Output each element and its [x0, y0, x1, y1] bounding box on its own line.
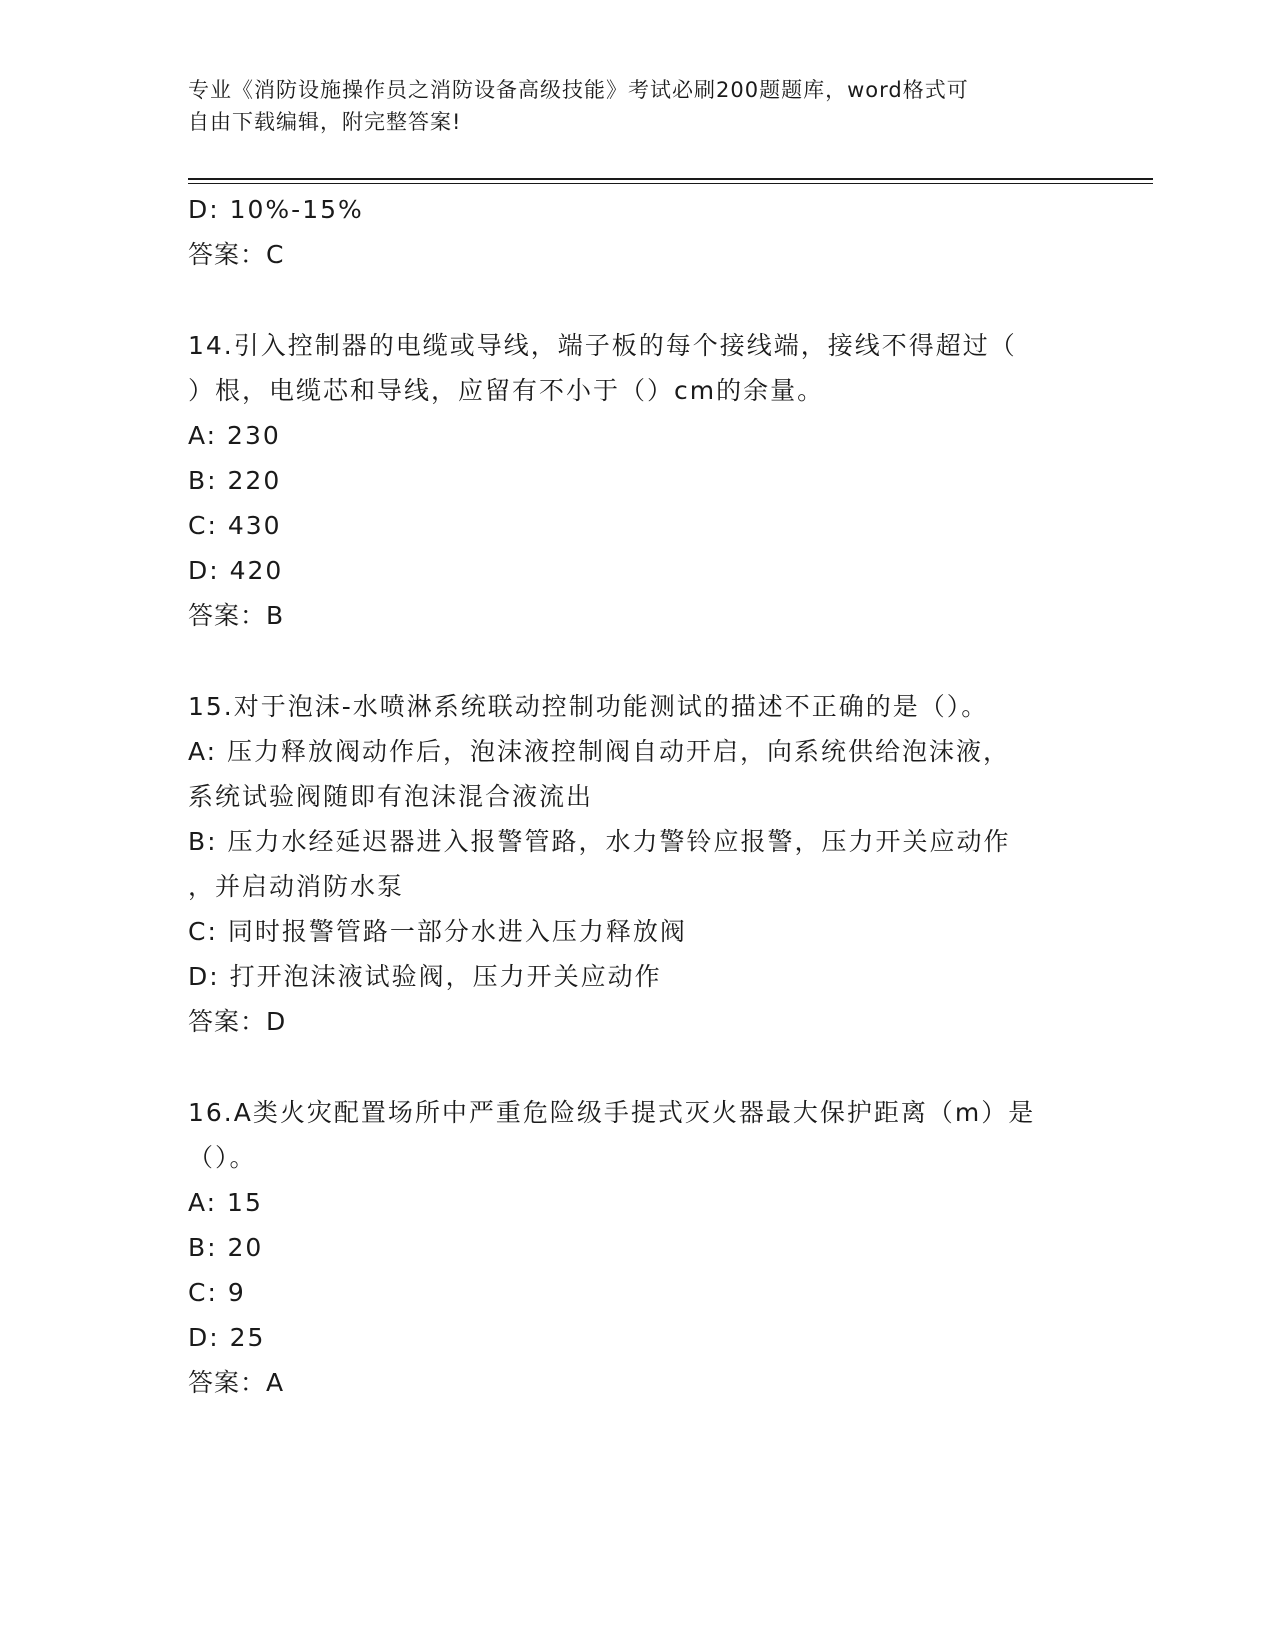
q14-stem-line-2: ）根，电缆芯和导线，应留有不小于（）cm的余量。 [188, 376, 825, 405]
q15-answer: 答案：D [188, 1007, 287, 1036]
q16-stem-line-1: 16.A类火灾配置场所中严重危险级手提式灭火器最大保护距离（m）是 [188, 1098, 1036, 1127]
q15-stem: 15.对于泡沫-水喷淋系统联动控制功能测试的描述不正确的是（）。 [188, 692, 989, 721]
prev-option-d: D: 10%-15% [188, 195, 364, 224]
q16-option-c: C: 9 [188, 1278, 246, 1307]
q14-option-b: B: 220 [188, 466, 282, 495]
q14-option-c: C: 430 [188, 511, 282, 540]
q15-option-b-line-1: B: 压力水经延迟器进入报警管路，水力警铃应报警，压力开关应动作 [188, 827, 1011, 856]
header-line-1: 专业《消防设施操作员之消防设备高级技能》考试必刷200题题库，word格式可 [188, 78, 969, 102]
q15-option-b-line-2: ，并启动消防水泵 [188, 872, 405, 901]
header-rule-thick [188, 178, 1153, 180]
header-line-2: 自由下载编辑，附完整答案! [188, 110, 462, 134]
q16-answer: 答案：A [188, 1368, 285, 1397]
q15-option-a-line-1: A: 压力释放阀动作后，泡沫液控制阀自动开启，向系统供给泡沫液， [188, 737, 1011, 766]
header-rule-thin [188, 183, 1153, 184]
q14-option-d: D: 420 [188, 556, 284, 585]
prev-answer: 答案：C [188, 240, 285, 269]
q14-answer: 答案：B [188, 601, 285, 630]
q16-stem-line-2: （）。 [188, 1143, 257, 1172]
q16-option-d: D: 25 [188, 1323, 266, 1352]
document-header [188, 74, 1068, 138]
q15-option-d: D: 打开泡沫液试验阀，压力开关应动作 [188, 962, 662, 991]
q14-stem-line-1: 14.引入控制器的电缆或导线，端子板的每个接线端，接线不得超过（ [188, 331, 1017, 360]
q15-option-c: C: 同时报警管路一部分水进入压力释放阀 [188, 917, 687, 946]
q15-option-a-line-2: 系统试验阀随即有泡沫混合液流出 [188, 782, 594, 811]
q16-option-a: A: 15 [188, 1188, 263, 1217]
q14-option-a: A: 230 [188, 421, 281, 450]
q16-option-b: B: 20 [188, 1233, 264, 1262]
